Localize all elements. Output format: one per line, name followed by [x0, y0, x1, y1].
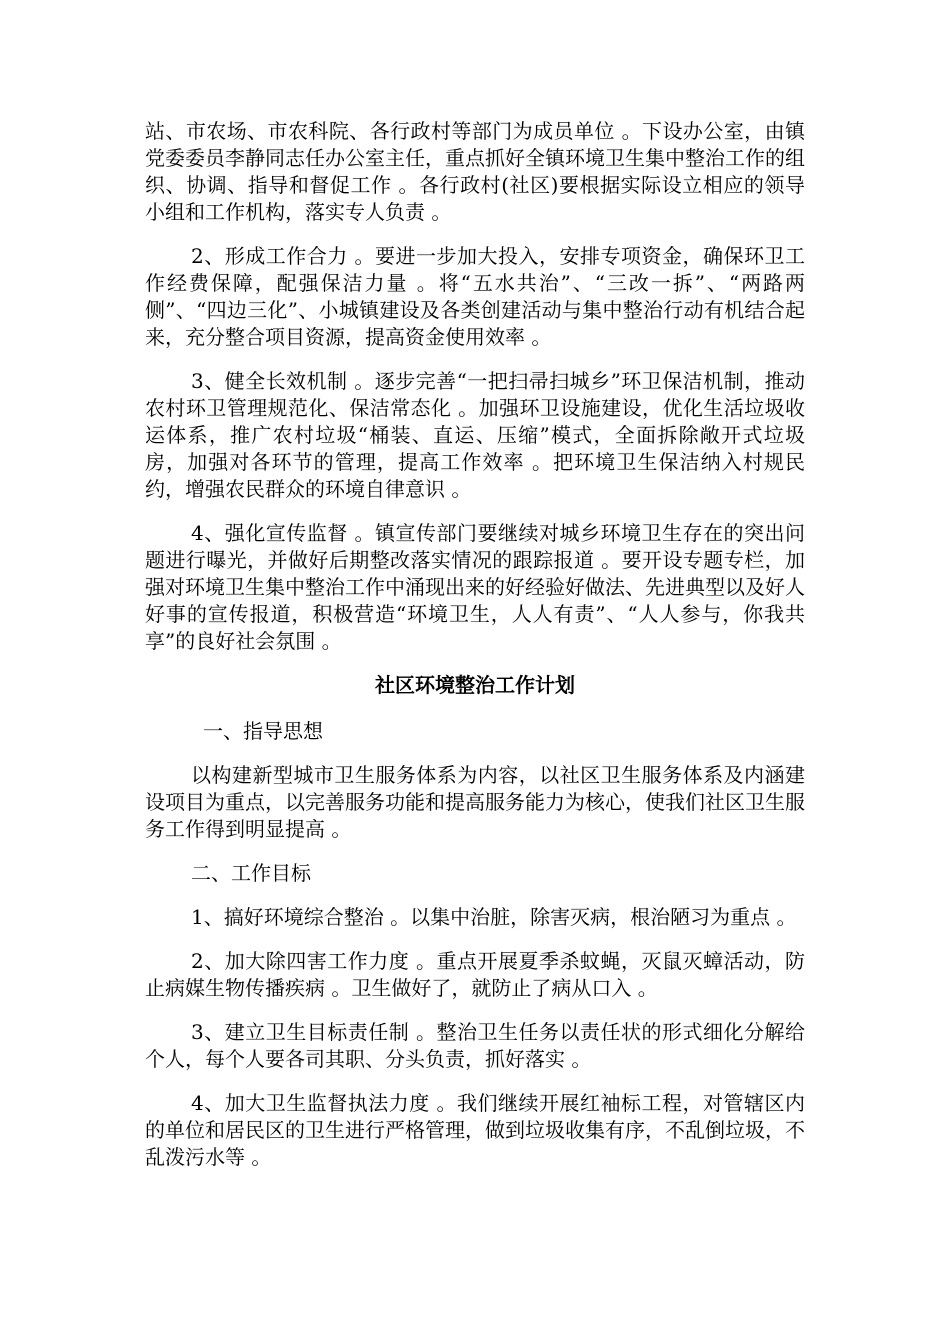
goal-1: 1、搞好环境综合整治 。以集中治脏，除害灭病，根治陋习为重点 。 — [191, 905, 797, 929]
paragraph-item-4: 4、强化宣传监督 。镇宣传部门要继续对城乡环境卫生存在的突出问题进行曝光，并做好后期整改落实情况的跟踪报道 。要开设专题专栏，加强对环境卫生集中整治工作中涌现出来的好经验好做法、先进典型以及好人好事的宣传报道，积极营造“环境卫生，人人有责”、“人人参与，你我共享”的良好社会氛围 。 — [145, 521, 805, 653]
section-2-heading: 二、工作目标 — [191, 861, 311, 885]
paragraph-item-2: 2、形成工作合力 。要进一步加大投入，安排专项资金，确保环卫工作经费保障，配强保洁力量 。将“五水共治”、“三改一拆”、“两路两侧”、“四边三化”、小城镇建设及各类创建活动与集中整治行动有机结合起来，充分整合项目资源，提高资金使用效率 。 — [145, 244, 805, 349]
section-1-heading: 一、指导思想 — [203, 719, 323, 743]
goal-3: 3、建立卫生目标责任制 。整治卫生任务以责任状的形式细化分解给个人，每个人要各司其职、分头负责，抓好落实 。 — [145, 1020, 805, 1071]
section-1-body: 以构建新型城市卫生服务体系为内容，以社区卫生服务体系及内涵建设项目为重点，以完善服务功能和提高服务能力为核心，使我们社区卫生服务工作得到明显提高 。 — [145, 763, 805, 841]
paragraph-item-3: 3、健全长效机制 。逐步完善“一把扫帚扫城乡”环卫保洁机制，推动农村环卫管理规范化、保洁常态化 。加强环卫设施建设，优化生活垃圾收运体系，推广农村垃圾“桶装、直运、压缩”模式，全面拆除敞开式垃圾房，加强对各环节的管理，提高工作效率 。把环境卫生保洁纳入村规民约，增强农民群众的环境自律意识 。 — [145, 369, 805, 501]
document-title: 社区环境整治工作计划 — [375, 673, 575, 697]
document-page — [145, 118, 805, 1188]
goal-2: 2、加大除四害工作力度 。重点开展夏季杀蚊蝇，灭鼠灭蟑活动，防止病媒生物传播疾病 。卫生做好了，就防止了病从口入 。 — [145, 949, 805, 1000]
goal-4: 4、加大卫生监督执法力度 。我们继续开展红袖标工程，对管辖区内的单位和居民区的卫生进行严格管理，做到垃圾收集有序，不乱倒垃圾，不乱泼污水等 。 — [145, 1091, 805, 1169]
intro-paragraph: 站、市农场、市农科院、各行政村等部门为成员单位 。下设办公室，由镇党委委员李静同志任办公室主任，重点抓好全镇环境卫生集中整治工作的组织、协调、指导和督促工作 。各行政村(社区)要根据实际设立相应的领导小组和工作机构，落实专人负责 。 — [145, 119, 805, 224]
